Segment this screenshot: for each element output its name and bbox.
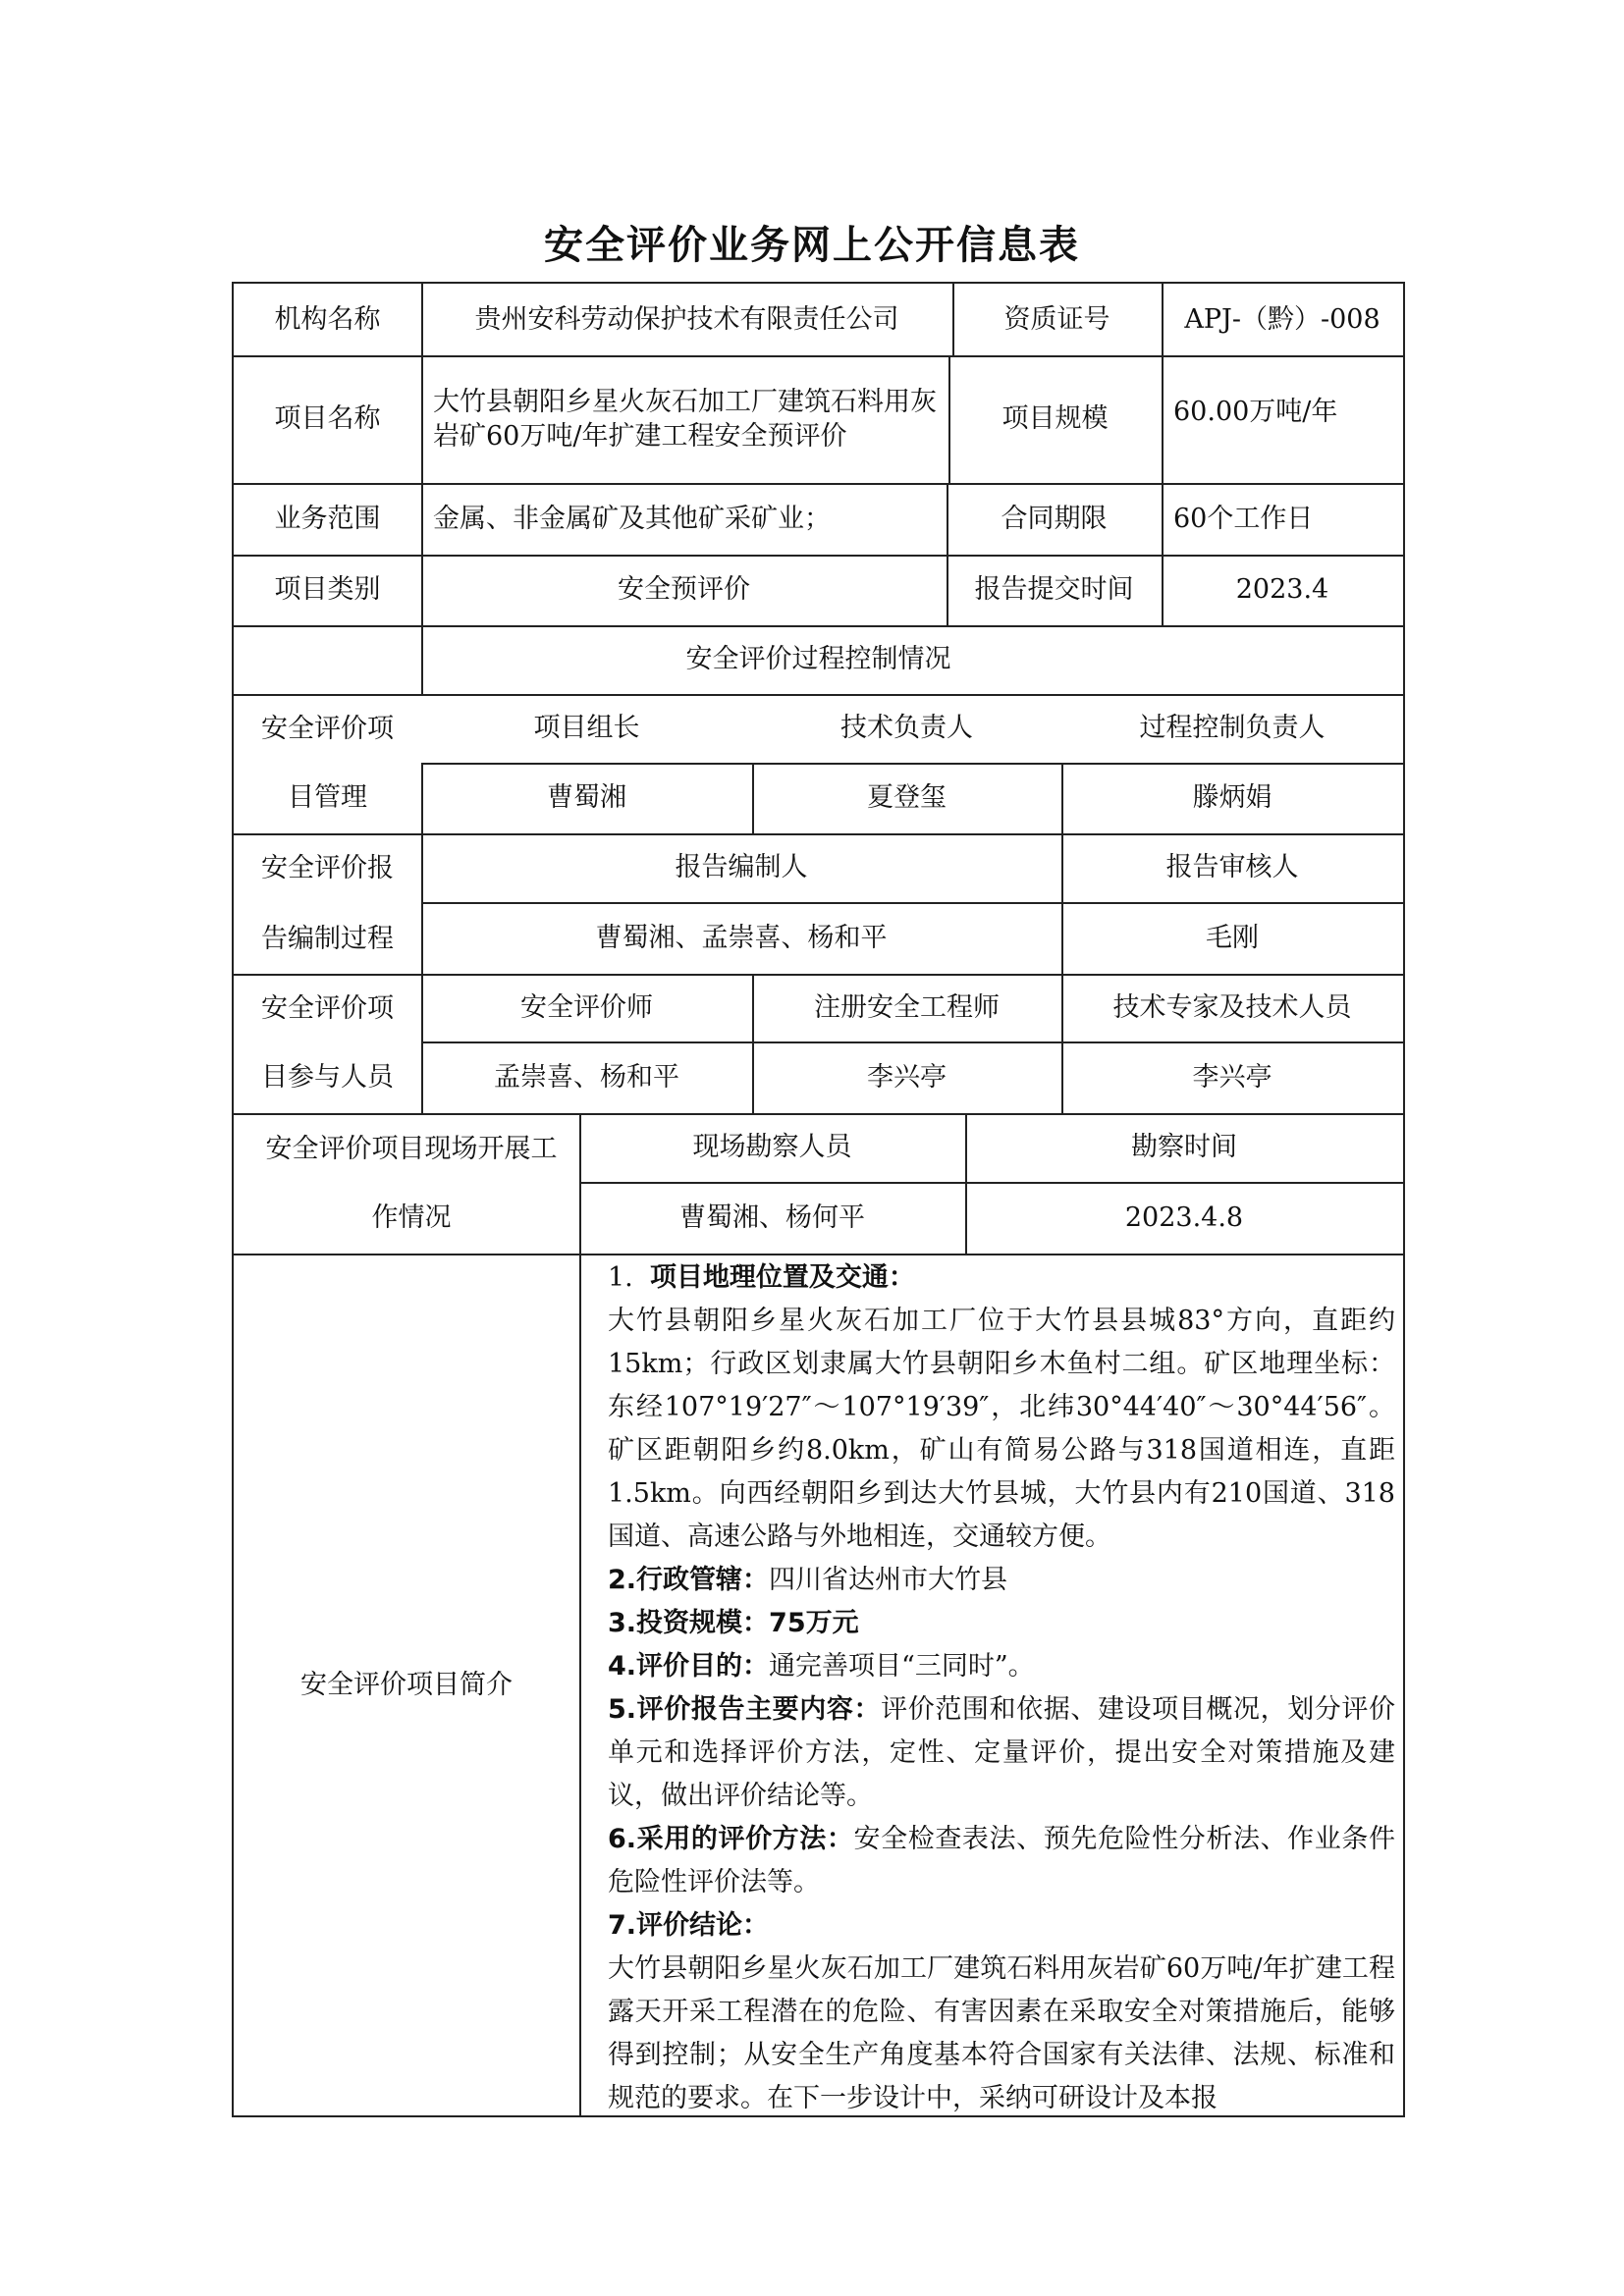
site-value-date: 2023.4.8: [1124, 1201, 1244, 1233]
site-label: 安全评价项目现场开展工作情况: [265, 1133, 558, 1233]
org-value: 贵州安科劳动保护技术有限责任公司: [474, 303, 899, 335]
project-label: 项目名称: [274, 403, 381, 435]
intro-section-5: [608, 1688, 1395, 1818]
cert-value: APJ-（黔）-008: [1184, 303, 1380, 335]
intro-section-4: [608, 1645, 1395, 1688]
intro-section-3: [608, 1602, 1395, 1645]
management-value-leader: 曹蜀湘: [547, 782, 626, 814]
intro-s6-head: 6.采用的评价方法：: [608, 1824, 854, 1854]
site-header-date: 勘察时间: [1131, 1132, 1237, 1163]
participants-value-expert: 李兴亭: [1192, 1061, 1272, 1093]
participants-header-expert: 技术专家及技术人员: [1112, 991, 1352, 1023]
management-value-tech: 夏登玺: [867, 782, 947, 814]
report-header-author: 报告编制人: [675, 852, 808, 883]
participants-value-engineer: 李兴亭: [867, 1061, 947, 1093]
intro-s6-text: 安全检查表法、预先危险性分析法、作业条件危险性评价法等。: [608, 1824, 1396, 1897]
period-value: 60个工作日: [1173, 503, 1314, 534]
intro-s4-head: 4.评价目的：: [608, 1651, 770, 1682]
scope-value: 金属、非金属矿及其他矿采矿业；: [433, 503, 831, 534]
type-label: 项目类别: [274, 574, 381, 606]
intro-s4-text: 通完善项目“三同时”。: [769, 1651, 1035, 1682]
report-label: 安全评价报告编制过程: [261, 852, 394, 954]
participants-value-evaluator: 孟崇喜、杨和平: [494, 1061, 679, 1093]
site-header-inspectors: 现场勘察人员: [692, 1132, 852, 1163]
intro-s7-text: 大竹县朝阳乡星火灰石加工厂建筑石料用灰岩矿60万吨/年扩建工程露天开采工程潜在的危险、有害因素在采取安全对策措施后，能够得到控制；从安全生产角度基本符合国家有关法律、法规、标准和规范的要求。在下一步设计中，采纳可研设计及本报: [608, 1953, 1395, 2113]
scale-value: 60.00万吨/年: [1173, 397, 1338, 427]
intro-section-2: [608, 1559, 1395, 1602]
report-value-reviewer: 毛刚: [1206, 922, 1259, 953]
info-table: [232, 282, 1405, 2117]
org-label: 机构名称: [274, 303, 381, 335]
cert-label: 资质证号: [1003, 303, 1110, 335]
intro-s1-head: 项目地理位置及交通：: [649, 1262, 915, 1293]
process-section-title: 安全评价过程控制情况: [685, 644, 951, 675]
intro-section-1: [608, 1256, 1395, 1300]
submit-label: 报告提交时间: [974, 574, 1134, 606]
participants-header-evaluator: 安全评价师: [520, 991, 653, 1023]
participants-header-engineer: 注册安全工程师: [814, 991, 1000, 1023]
intro-s1-num: 1.: [608, 1262, 633, 1293]
site-value-inspectors: 曹蜀湘、杨何平: [679, 1201, 865, 1233]
scope-label: 业务范围: [274, 503, 381, 534]
intro-s2-text: 四川省达州市大竹县: [769, 1565, 1008, 1595]
report-value-author: 曹蜀湘、孟崇喜、杨和平: [595, 922, 888, 953]
intro-content: [594, 1254, 1405, 2120]
intro-s3-head: 3.投资规模：75万元: [608, 1608, 859, 1638]
intro-section-6: [608, 1818, 1395, 1904]
participants-label: 安全评价项目参与人员: [261, 993, 394, 1093]
intro-s1-text: 大竹县朝阳乡星火灰石加工厂位于大竹县县城83°方向，直距约15km；行政区划隶属大竹县朝阳乡木鱼村二组。矿区地理坐标：东经107°19′27″～107°19′39″，北纬30°44′40″～30°44′56″。矿区距朝阳乡约8.0km，矿山有简易公路与318国道相连，直距1.5km。向西经朝阳乡到达大竹县城，大竹县内有210国道、318国道、高速公路与外地相连，交通较方便。: [608, 1306, 1395, 1552]
period-label: 合同期限: [1001, 503, 1108, 534]
intro-section-7: [608, 1904, 1395, 1948]
col-divider: [579, 1113, 581, 2117]
management-header-process: 过程控制负责人: [1139, 713, 1326, 744]
scale-label: 项目规模: [1001, 403, 1109, 435]
management-header-tech: 技术负责人: [840, 713, 973, 744]
report-header-reviewer: 报告审核人: [1165, 852, 1299, 883]
management-header-leader: 项目组长: [533, 713, 640, 744]
intro-s5-text: 评价范围和依据、建设项目概况，划分评价单元和选择评价方法，定性、定量评价，提出安全对策措施及建议，做出评价结论等。: [608, 1694, 1396, 1811]
intro-s7-head: 7.评价结论：: [608, 1910, 770, 1941]
project-value: 大竹县朝阳乡星火灰石加工厂建筑石料用灰岩矿60万吨/年扩建工程安全预评价: [433, 386, 937, 452]
intro-label: 安全评价项目简介: [300, 1670, 513, 1701]
intro-s2-head: 2.行政管辖：: [608, 1565, 770, 1595]
type-value: 安全预评价: [618, 574, 750, 606]
submit-value: 2023.4: [1235, 574, 1329, 606]
management-value-process: 滕炳娟: [1192, 782, 1272, 814]
intro-s5-head: 5.评价报告主要内容：: [608, 1694, 882, 1725]
management-label: 安全评价项目管理: [261, 714, 394, 813]
document-title: 安全评价业务网上公开信息表: [544, 222, 1080, 268]
